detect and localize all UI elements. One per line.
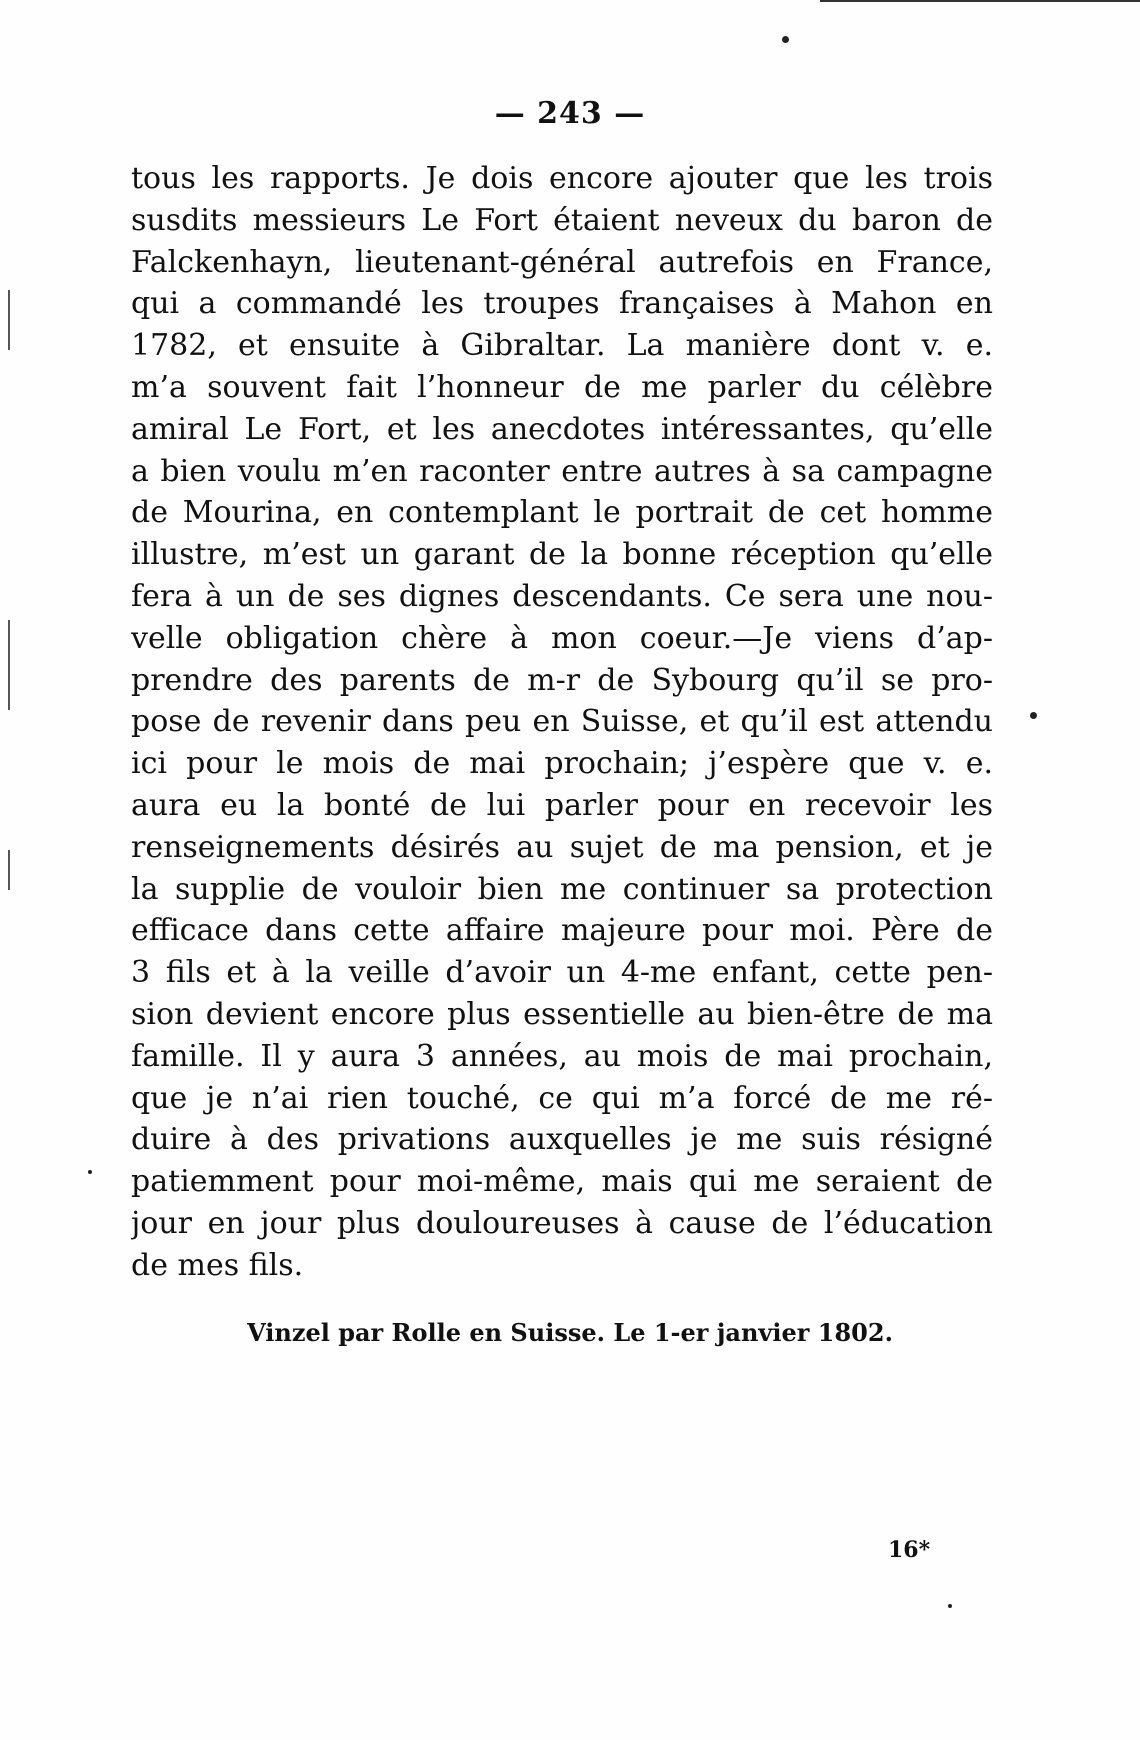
text-line: sion devient encore plus essentielle au bien-être de ma	[131, 996, 993, 1032]
text-line: ici pour le mois de mai prochain; j’espère que v. e.	[131, 746, 993, 782]
text-line: a bien voulu m’en raconter entre autres à sa campagne	[131, 453, 993, 489]
text-line: 1782, et ensuite à Gibraltar. La manière dont v. e.	[131, 328, 993, 364]
text-line: jour en jour plus douloureuses à cause de l’éducation	[131, 1205, 993, 1241]
text-line: susdits messieurs Le Fort étaient neveux du baron de	[131, 202, 993, 238]
text-line: qui a commandé les troupes françaises à Mahon en	[131, 286, 993, 322]
text-line: tous les rapports. Je dois encore ajouter que les trois	[131, 161, 993, 196]
text-line: 3 fils et à la veille d’avoir un 4-me enfant, cette pen-	[131, 955, 993, 991]
letter-body	[131, 158, 993, 1287]
top-edge-rule	[820, 0, 1140, 2]
text-line: Falckenhayn, lieutenant-général autrefois en France,	[131, 244, 993, 280]
text-line: de mes fils.	[131, 1247, 304, 1283]
page-number: — 243 —	[494, 96, 646, 131]
text-line: prendre des parents de m-r de Sybourg qu’il se pro-	[131, 662, 993, 698]
ink-speck	[948, 1604, 952, 1608]
text-line: pose de revenir dans peu en Suisse, et qu’il est attendu	[131, 704, 993, 740]
signature-mark: 16*	[888, 1537, 931, 1563]
margin-mark	[8, 620, 10, 710]
text-line: renseignements désirés au sujet de ma pension, et je	[131, 829, 993, 865]
text-line: efficace dans cette affaire majeure pour moi. Père de	[131, 913, 993, 949]
text-line: illustre, m’est un garant de la bonne réception qu’elle	[131, 537, 993, 573]
text-line: la supplie de vouloir bien me continuer sa protection	[131, 871, 993, 907]
text-line: patiemment pour moi-même, mais qui me seraient de	[131, 1164, 993, 1200]
text-line: famille. Il y aura 3 années, au mois de mai prochain,	[131, 1038, 993, 1074]
text-line: aura eu la bonté de lui parler pour en recevoir les	[131, 787, 993, 823]
text-line: m’a souvent fait l’honneur de me parler du célèbre	[131, 369, 993, 405]
text-line: velle obligation chère à mon coeur.—Je viens d’ap-	[131, 620, 993, 656]
text-line: duire à des privations auxquelles je me suis résigné	[131, 1122, 993, 1158]
text-line: que je n’ai rien touché, ce qui m’a forcé de me ré-	[131, 1080, 993, 1116]
place-date-signature: Vinzel par Rolle en Suisse. Le 1-er janvier 1802.	[247, 1318, 893, 1347]
margin-mark	[8, 850, 10, 890]
ink-speck	[782, 36, 789, 43]
text-line: amiral Le Fort, et les anecdotes intéressantes, qu’elle	[131, 411, 993, 447]
ink-speck	[88, 1170, 92, 1174]
ink-speck	[1030, 712, 1037, 719]
text-line: fera à un de ses dignes descendants. Ce sera une nou-	[131, 578, 993, 614]
margin-mark	[8, 290, 10, 350]
text-line: de Mourina, en contemplant le portrait de cet homme	[131, 495, 993, 531]
